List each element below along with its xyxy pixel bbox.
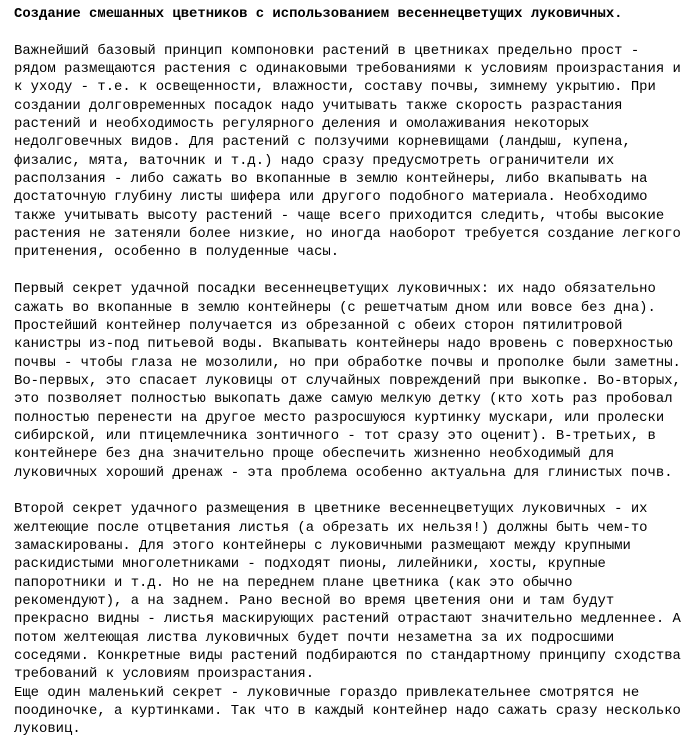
text-line: рекомендуют), а на заднем. Рано весной во время цветения они и там будут xyxy=(14,593,615,609)
text-line: полностью перенести на другое место разросшуюся куртинку мускари, или пролески xyxy=(14,409,665,426)
text-line: требований к условиям произрастания. xyxy=(14,666,315,683)
text-line: Простейший контейнер получается из обрезанной с обеих сторон пятилитровой xyxy=(14,317,623,334)
text-line: растений и необходимость регулярного деления и омолаживания некоторых xyxy=(14,116,590,133)
spacer xyxy=(14,262,696,280)
text-line: Важнейший базовый принцип компоновки растений в цветниках предельно прост - xyxy=(14,42,640,59)
text-line: расползания - либо сажать во вкопанные в землю контейнеры, либо вкапывать на xyxy=(14,171,648,188)
paragraphs xyxy=(14,42,696,739)
document-title: Создание смешанных цветников с использованием весеннецветущих луковичных. xyxy=(14,6,623,22)
text-line: физалис, мята, ваточник и т.д.) надо сразу предусмотреть ограничители их xyxy=(14,152,615,169)
text-line: притенения, особенно в полуденные часы. xyxy=(14,244,340,261)
text-line: к уходу - т.е. к освещенности, влажности, составу почвы, зимнему укрытию. При xyxy=(14,79,656,96)
text-line: также учитывать высоту растений - чаще всего приходится следить, чтобы высокие xyxy=(14,207,665,224)
paragraph xyxy=(14,500,696,738)
paragraph xyxy=(14,280,696,482)
text-line: это позволяет полностью выкопать даже самую мелкую детку (кто хоть раз пробовал xyxy=(14,391,673,408)
text-line: достаточную глубину листы шифера или другого подобного материала. Необходимо xyxy=(14,189,648,206)
text-line: потом желтеющая листва луковичных будет почти незаметна за их подросшими xyxy=(14,629,615,646)
document-body xyxy=(14,5,696,739)
text-line: раскидистыми многолетниками - подходят пионы, лилейники, хосты, крупные xyxy=(14,556,606,573)
text-line: луковичных хороший дренаж - эта проблема особенно актуальна для глинистых почв. xyxy=(14,464,673,481)
text-line: желтеющие после отцветания листья (а обрезать их нельзя!) должны быть чем-то xyxy=(14,519,648,536)
text-line: контейнере без дна значительно проще обеспечить жизненно необходимый для xyxy=(14,446,615,463)
text-line: сибирской, или птицемлечника зонтичного - тот сразу это оценит). В-третьих, в xyxy=(14,427,656,444)
text-line: канистры из-под питьевой воды. Вкапывать контейнеры надо вровень с поверхностью xyxy=(14,336,673,353)
text-line: папоротники и т.д. Но не на переднем плане цветника (как это обычно xyxy=(14,574,573,591)
text-line: поодиночке, а куртинками. Так что в каждый контейнер надо сажать сразу несколько xyxy=(14,703,681,720)
text-line: растения не затеняли более низкие, но иногда наоборот требуется создание легкого xyxy=(14,226,681,243)
text-line: Во-первых, это спасает луковицы от случайных повреждений при выкопке. Во-вторых, xyxy=(14,372,681,389)
text-line: Первый секрет удачной посадки весеннецветущих луковичных: их надо обязательно xyxy=(14,281,656,298)
text-line: соседями. Конкретные виды растений подбираются по стандартному принципу сходства xyxy=(14,648,681,665)
text-line: Второй секрет удачного размещения в цветнике весеннецветущих луковичных - их xyxy=(14,501,648,518)
text-line: сажать во вкопанные в землю контейнеры (с решетчатым дном или вовсе без дна). xyxy=(14,299,656,316)
spacer xyxy=(14,482,696,500)
text-line: замаскированы. Для этого контейнеры с луковичными размещают между крупными xyxy=(14,537,631,554)
spacer xyxy=(14,23,696,41)
text-line: прекрасно видны - листья маскирующих растений отрастают значительно медленнее. А xyxy=(14,611,681,628)
text-line: почвы - чтобы глаза не мозолили, но при обработке почвы и прополке были заметны. xyxy=(14,354,681,371)
text-line: рядом размещаются растения с одинаковыми требованиями к условиям произрастания и xyxy=(14,61,681,78)
text-line: Еще один маленький секрет - луковичные гораздо привлекательнее смотрятся не xyxy=(14,684,640,701)
paragraph xyxy=(14,42,696,262)
text-line: недолговечных видов. Для растений с ползучими корневищами (ландыш, купена, xyxy=(14,134,631,151)
text-line: луковиц. xyxy=(14,721,81,738)
text-line: создании долговременных посадок надо учитывать также скорость разрастания xyxy=(14,97,623,114)
